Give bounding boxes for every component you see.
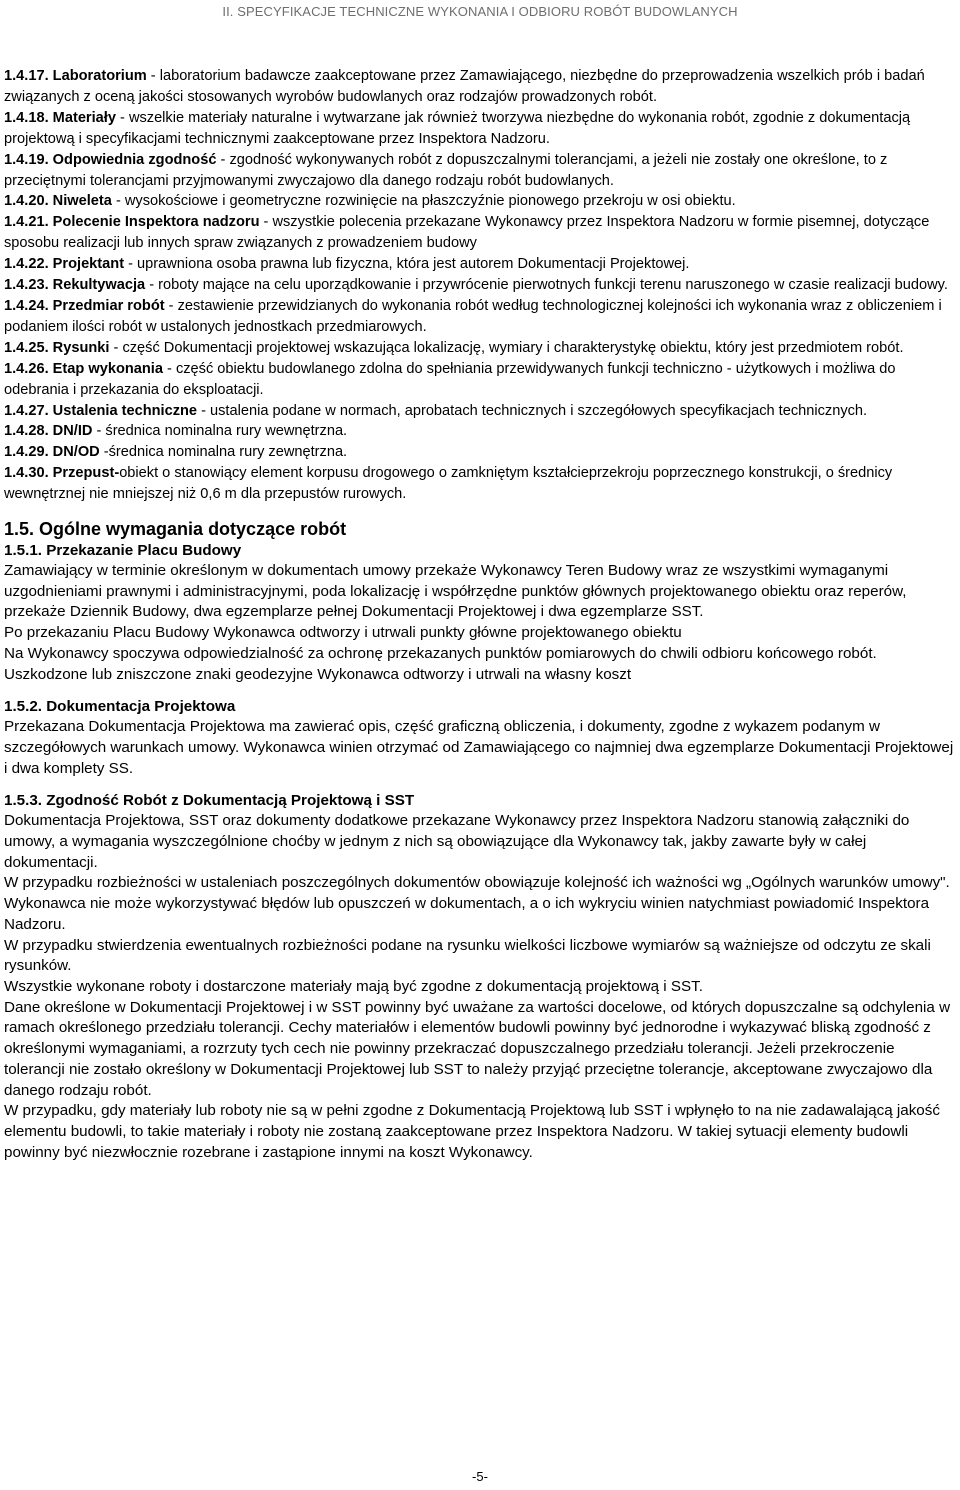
- definition-text: - roboty mające na celu uporządkowanie i przywrócenie pierwotnych funkcji terenu naruszonego w czasie realizacji budowy.: [145, 277, 948, 294]
- definition-item: [4, 254, 956, 275]
- paragraph: W przypadku stwierdzenia ewentualnych rozbieżności podane na rysunku wielkości liczbowe wymiarów są ważniejsze od odczytu ze skali rysunków.: [4, 936, 931, 975]
- definition-text: - zestawienie przewidzianych do wykonania robót według technologicznej kolejności ich wykonania wraz z obliczeniem i podaniem ilości robót w ustalonych jednostkach przedmiarowych.: [4, 297, 942, 335]
- definition-text: - ustalenia podane w normach, aprobatach technicznych i szczegółowych specyfikacjach technicznych.: [197, 402, 868, 419]
- paragraph: Przekazana Dokumentacja Projektowa ma zawierać opis, część graficzną obliczenia, i dokumenty, zgodne z wykazem podanym w szczegółowych warunkach umowy. Wykonawca winien otrzymać od Zamawiającego co najmniej dwa egzemplarze Dokumentacji Projektowej i dwa komplety SS.: [4, 718, 954, 777]
- paragraph: Zamawiający w terminie określonym w dokumentach umowy przekaże Wykonawcy Teren Budowy wraz ze wszystkimi wymaganymi uzgodnieniami prawnymi i administracyjnymi, poda lokalizację i współrzędne punktów głównych projektowanego obiektu oraz reperów, przekaże Dziennik Budowy, dwa egzemplarze pełnej Dokumentacji Projektowej i dwa egzemplarze SST.: [4, 562, 907, 621]
- definition-term: 1.4.23. Rekultywacja: [4, 277, 146, 294]
- definition-item: [4, 421, 956, 442]
- subsection-heading: 1.5.3. Zgodność Robót z Dokumentacją Projektową i SST: [4, 792, 415, 810]
- definition-term: 1.4.30. Przepust-: [4, 465, 120, 482]
- definition-text: -średnica nominalna rury zewnętrzna.: [99, 444, 348, 461]
- definition-text: - wszystkie polecenia przekazane Wykonawcy przez Inspektora Nadzoru w formie pisemnej, dotyczące sposobu realizacji lub innych spraw związanych z prowadzeniem budowy: [4, 214, 930, 252]
- definition-text: - zgodność wykonywanych robót z dopuszczalnymi tolerancjami, a jeżeli nie zostały one określone, to z przeciętnymi tolerancjami przyjmowanymi zwyczajowo dla danego rodzaju robót budowlanych.: [4, 151, 888, 189]
- definition-term: 1.4.28. DN/ID: [4, 423, 93, 440]
- paragraph: Wykonawca nie może wykorzystywać błędów lub opuszczeń w dokumentach, a o ich wykryciu winien natychmiast powiadomić Inspektora Nadzoru.: [4, 895, 930, 933]
- definition-item: [4, 296, 956, 338]
- definition-item: [4, 401, 956, 422]
- definition-term: 1.4.18. Materiały: [4, 109, 116, 126]
- definition-text: - średnica nominalna rury wewnętrzna.: [92, 423, 348, 440]
- definition-term: 1.4.25. Rysunki: [4, 339, 110, 356]
- definition-item: [4, 212, 956, 254]
- definition-text: - wszelkie materiały naturalne i wytwarzane jak również tworzywa niezbędne do wykonania robót, zgodnie z dokumentacją projektową i specyfikacjami technicznymi zaakceptowane przez Inspektora Nadzoru.: [4, 109, 911, 147]
- definition-term: 1.4.17. Laboratorium: [4, 68, 147, 84]
- definition-text: obiekt o stanowiący element korpusu drogowego o zamkniętym kształcieprzekroju poprzecznego konstrukcji, o średnicy wewnętrznej nie mniejszej niż 0,6 m dla przepustów rurowych.: [4, 465, 893, 503]
- definition-term: 1.4.24. Przedmiar robót: [4, 297, 165, 314]
- running-header: II. SPECYFIKACJE TECHNICZNE WYKONANIA I ODBIORU ROBÓT BUDOWLANYCH: [222, 4, 738, 19]
- definition-item: [4, 108, 956, 150]
- definition-item: [4, 191, 956, 212]
- paragraph: Wszystkie wykonane roboty i dostarczone materiały mają być zgodne z dokumentacją projektową i SST.: [4, 977, 703, 995]
- definition-text: - część Dokumentacji projektowej wskazująca lokalizację, wymiary i charakterystykę obiektu, który jest przedmiotem robót.: [109, 339, 904, 356]
- definitions-list: [4, 66, 956, 505]
- definition-term: 1.4.20. Niweleta: [4, 193, 112, 210]
- page-number: -5-: [472, 1469, 488, 1484]
- subsection-heading: 1.5.2. Dokumentacja Projektowa: [4, 698, 236, 716]
- definition-term: 1.4.27. Ustalenia techniczne: [4, 402, 198, 419]
- definition-term: 1.4.26. Etap wykonania: [4, 360, 163, 377]
- paragraph: Dane określone w Dokumentacji Projektowej i w SST powinny być uważane za wartości docelowe, od których dopuszczalne są odchylenia w ramach określonego przedziału tolerancji. Cechy materiałów i elementów budowli powinny być jednorodne i wykazywać bliską zgodność z określonymi wymaganiami, a rozrzuty tych cech nie powinny przekraczać dopuszczalnego przedziału tolerancji. Jeżeli przekroczenie tolerancji nie zostało określony w Dokumentacji Projektowej lub SST to należy przyjąć przeciętne tolerancje, akceptowane zwyczajowo dla danego rodzaju robót.: [4, 998, 951, 1099]
- definition-text: - laboratorium badawcze zaakceptowane przez Zamawiającego, niezbędne do przeprowadzenia wszelkich prób i badań związanych z oceną jakości stosowanych wyrobów budowlanych oraz rodzajów prowadzonych robót.: [4, 68, 925, 105]
- definition-item: [4, 150, 956, 192]
- paragraph: Po przekazaniu Placu Budowy Wykonawca odtworzy i utrwali punkty główne projektowanego obiektu: [4, 624, 682, 642]
- definition-term: 1.4.22. Projektant: [4, 256, 125, 273]
- section-heading: 1.5. Ogólne wymagania dotyczące robót: [4, 519, 347, 540]
- definition-term: 1.4.29. DN/OD: [4, 444, 100, 461]
- paragraph: Dokumentacja Projektowa, SST oraz dokumenty dodatkowe przekazane Wykonawcy przez Inspektora Nadzoru stanowią załączniki do umowy, a wymagania wyszczególnione choćby w jednym z nich są obowiązujące dla Wykonawcy tak, jakby zawarte były w całej dokumentacji.: [4, 812, 910, 871]
- definition-item: [4, 359, 956, 401]
- definition-item: [4, 275, 956, 296]
- paragraph: W przypadku, gdy materiały lub roboty nie są w pełni zgodne z Dokumentacją Projektową lub SST i wpłynęło to na nie zadawalającą jakość elementu budowli, to takie materiały i roboty nie zostaną zaakceptowane przez Inspektora Nadzoru. W takiej sytuacji elementy budowli powinny być niezwłocznie rozebrane i zastąpione innymi na koszt Wykonawcy.: [4, 1102, 940, 1161]
- definition-term: 1.4.21. Polecenie Inspektora nadzoru: [4, 214, 260, 231]
- subsection-heading: 1.5.1. Przekazanie Placu Budowy: [4, 542, 242, 560]
- definition-item: [4, 442, 956, 463]
- paragraph: Na Wykonawcy spoczywa odpowiedzialność za ochronę przekazanych punktów pomiarowych do chwili odbioru końcowego robót. Uszkodzone lub zniszczone znaki geodezyjne Wykonawca odtworzy i utrwali na własny koszt: [4, 644, 877, 683]
- definition-text: - uprawniona osoba prawna lub fizyczna, która jest autorem Dokumentacji Projektowej.: [124, 256, 690, 273]
- definition-item: [4, 338, 956, 359]
- definition-item: [4, 66, 956, 108]
- definition-term: 1.4.19. Odpowiednia zgodność: [4, 151, 217, 168]
- page-content: [4, 66, 956, 1163]
- definition-text: - część obiektu budowlanego zdolna do spełniania przewidywanych funkcji techniczno - użytkowych i możliwa do odebrania i przekazania do eksploatacji.: [4, 360, 896, 398]
- definition-text: - wysokościowe i geometryczne rozwinięcie na płaszczyźnie pionowego przekroju w osi obiektu.: [111, 193, 736, 210]
- definition-item: [4, 463, 956, 505]
- paragraph: W przypadku rozbieżności w ustaleniach poszczególnych dokumentów obowiązuje kolejność ich ważności wg „Ogólnych warunków umowy".: [4, 874, 950, 892]
